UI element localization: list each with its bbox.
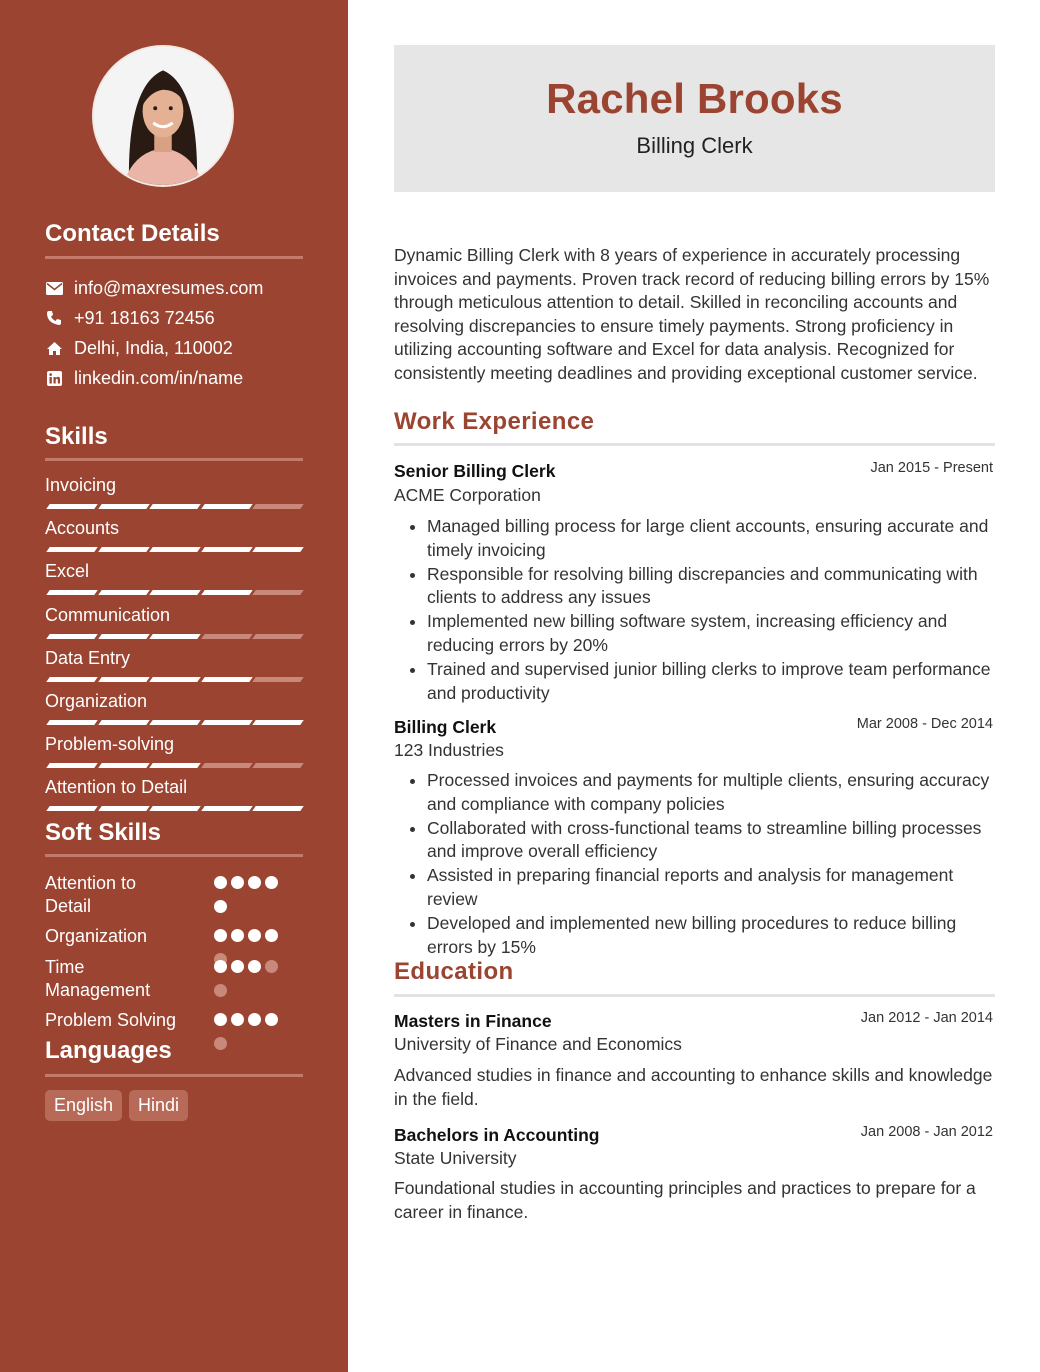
skill-level-bar [45, 504, 303, 509]
skill-level-segment [252, 763, 304, 768]
skill-level-segment [98, 590, 150, 595]
contact-linkedin[interactable] [45, 366, 243, 390]
skill-level-segment [46, 504, 98, 509]
soft-skill-dot [214, 900, 227, 913]
education-school: State University [394, 1148, 517, 1168]
education-school: University of Finance and Economics [394, 1034, 682, 1054]
home-icon [45, 339, 63, 357]
education-dates: Jan 2012 - Jan 2014 [860, 1010, 993, 1026]
contact-email-text: info@maxresumes.com [74, 277, 264, 298]
candidate-title: Billing Clerk [636, 133, 753, 158]
work-experience-heading: Work Experience [394, 408, 595, 435]
job-bullets [394, 769, 994, 959]
job-bullet: • Collaborated with cross-functional teams to streamline billing processes and improve overall efficiency [427, 817, 994, 865]
skill-level-bar [45, 634, 303, 639]
soft-skill-dot [231, 960, 244, 973]
skills-heading: Skills [45, 423, 108, 450]
phone-icon [45, 309, 63, 327]
skill-level-bar [45, 677, 303, 682]
education-degree: Masters in Finance [394, 1011, 552, 1031]
soft-skill-dot [214, 960, 227, 973]
envelope-icon [45, 279, 63, 297]
skill-level-segment [46, 763, 98, 768]
skill-level-segment [46, 677, 98, 682]
skill-level-segment [149, 806, 201, 811]
skill-level-segment [46, 634, 98, 639]
skill-level-segment [252, 720, 304, 725]
languages-divider [45, 1074, 303, 1077]
languages-heading: Languages [45, 1037, 172, 1064]
linkedin-icon [45, 369, 63, 387]
skill-level-segment [252, 590, 304, 595]
skills-divider [45, 458, 303, 461]
skill-level-segment [149, 763, 201, 768]
education-divider [394, 994, 995, 997]
skill-level-segment [201, 547, 253, 552]
skill-level-segment [46, 547, 98, 552]
soft-skill-dot [214, 1013, 227, 1026]
soft-skill-dot [214, 984, 227, 997]
skill-level-segment [201, 634, 253, 639]
skill-level-bar [45, 806, 303, 811]
skill-level-segment [149, 720, 201, 725]
skill-level-segment [252, 547, 304, 552]
skill-level-segment [98, 720, 150, 725]
contact-heading: Contact Details [45, 220, 220, 247]
job-bullet: • Assisted in preparing financial reports and analysis for management review [427, 864, 994, 912]
education-degree: Bachelors in Accounting [394, 1125, 600, 1145]
skill-level-segment [201, 806, 253, 811]
job-bullet: • Implemented new billing software system, increasing efficiency and reducing errors by 20% [427, 610, 994, 658]
soft-skill-dot [248, 1013, 261, 1026]
skill-name: Data Entry [45, 647, 131, 668]
skill-level-bar [45, 547, 303, 552]
skill-level-segment [149, 547, 201, 552]
skill-level-segment [149, 677, 201, 682]
skill-name: Communication [45, 604, 171, 625]
profile-summary: Dynamic Billing Clerk with 8 years of experience in accurately processing invoices and payments. Proven track record of reducing billing errors by 15% through meticulous attention to detail. Skilled in reconciling accounts and resolving discrepancies to ensure timely payments. Strong proficiency in utilizing accounting software and Excel for data analysis. Recognized for consistently meeting deadlines and providing exceptional customer service. [394, 245, 990, 383]
skill-level-segment [252, 677, 304, 682]
job-dates: Mar 2008 - Dec 2014 [856, 716, 993, 732]
skill-level-segment [252, 634, 304, 639]
contact-email[interactable] [45, 276, 263, 300]
soft-skill-dot [231, 1013, 244, 1026]
skill-level-segment [201, 590, 253, 595]
name-header [394, 45, 995, 192]
candidate-name: Rachel Brooks [546, 75, 843, 122]
contact-linkedin-text: linkedin.com/in/name [74, 367, 244, 388]
soft-skill-dot [265, 876, 278, 889]
skill-level-segment [201, 677, 253, 682]
soft-skill-dot [214, 1037, 227, 1050]
soft-skill-name: Organization [45, 926, 148, 946]
soft-skills-heading: Soft Skills [45, 819, 162, 846]
skill-level-segment [201, 720, 253, 725]
soft-skill-dot [265, 1013, 278, 1026]
skill-level-segment [98, 806, 150, 811]
skill-level-segment [98, 763, 150, 768]
education-dates: Jan 2008 - Jan 2012 [860, 1124, 993, 1140]
skill-level-segment [201, 504, 253, 509]
skill-level-segment [149, 504, 201, 509]
soft-skill-name: Problem Solving [45, 1010, 177, 1030]
education-heading: Education [394, 958, 514, 985]
soft-skill-dot [248, 960, 261, 973]
job-role: Billing Clerk [394, 717, 497, 737]
skill-name: Invoicing [45, 475, 117, 495]
soft-skills-divider [45, 854, 303, 857]
soft-skill-name: Time Management [45, 957, 151, 1000]
contact-address [45, 336, 233, 360]
language-tag-english: English [45, 1090, 122, 1121]
skill-level-segment [149, 590, 201, 595]
contact-address-text: Delhi, India, 110002 [74, 337, 233, 358]
soft-skill-dot [231, 929, 244, 942]
soft-skill-dot [214, 876, 227, 889]
skill-level-segment [252, 806, 304, 811]
skill-level-segment [201, 763, 253, 768]
skill-name: Excel [45, 561, 90, 582]
profile-photo-image [94, 47, 232, 185]
soft-skill-dot [248, 929, 261, 942]
skill-name: Problem-solving [45, 734, 175, 755]
skill-level-bar [45, 763, 303, 768]
job-bullet: • Managed billing process for large client accounts, ensuring accurate and timely invoicing [427, 515, 994, 563]
education-description: Advanced studies in finance and accounting to enhance skills and knowledge in the field. [394, 1065, 993, 1109]
skill-level-segment [98, 677, 150, 682]
work-divider [394, 443, 995, 446]
job-bullet: • Responsible for resolving billing discrepancies and communicating with clients to address any issues [427, 563, 994, 611]
skill-name: Accounts [45, 518, 120, 539]
soft-skill-dot [265, 960, 278, 973]
job-bullets [394, 515, 994, 705]
job-dates: Jan 2015 - Present [870, 460, 993, 476]
skill-level-segment [98, 547, 150, 552]
soft-skill-dot [231, 876, 244, 889]
skill-name: Organization [45, 691, 148, 711]
education-description: Foundational studies in accounting principles and practices to prepare for a career in finance. [394, 1178, 976, 1222]
contact-phone[interactable] [45, 306, 215, 330]
skill-level-bar [45, 590, 303, 595]
soft-skill-dot [214, 929, 227, 942]
language-tag-hindi: Hindi [129, 1090, 188, 1121]
skill-level-segment [252, 504, 304, 509]
job-company: ACME Corporation [394, 485, 541, 505]
skill-level-segment [98, 504, 150, 509]
sidebar [0, 0, 348, 1372]
skill-level-segment [149, 634, 201, 639]
job-bullet: • Developed and implemented new billing procedures to reduce billing errors by 15% [427, 912, 994, 960]
job-bullet: • Processed invoices and payments for multiple clients, ensuring accuracy and compliance with company policies [427, 769, 994, 817]
skill-name: Attention to Detail [45, 777, 188, 798]
job-bullet: • Trained and supervised junior billing clerks to improve team performance and productivity [427, 658, 994, 706]
skill-level-bar [45, 720, 303, 725]
skill-level-segment [46, 720, 98, 725]
contact-divider [45, 256, 303, 259]
skill-level-segment [46, 590, 98, 595]
profile-photo [92, 45, 234, 187]
soft-skill-name: Attention to Detail [45, 873, 137, 916]
contact-phone-text: +91 18163 72456 [74, 307, 215, 328]
job-role: Senior Billing Clerk [394, 461, 556, 481]
job-company: 123 Industries [394, 740, 504, 760]
soft-skill-dot [265, 929, 278, 942]
soft-skill-dot [248, 876, 261, 889]
skill-level-segment [46, 806, 98, 811]
skill-level-segment [98, 634, 150, 639]
